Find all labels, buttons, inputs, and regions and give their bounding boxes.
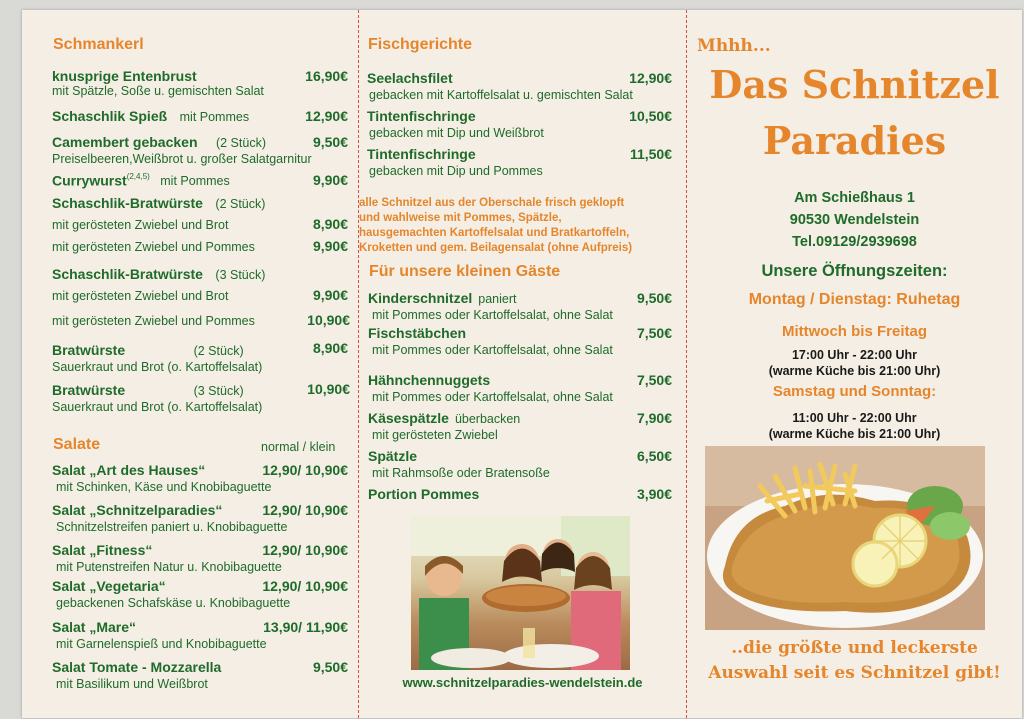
item-price: 7,50€: [636, 325, 672, 341]
item-price: 12,90/ 10,90€: [262, 542, 348, 558]
item-price: 7,50€: [636, 372, 672, 388]
restaurant-title-line2: Paradies: [762, 118, 947, 163]
item-description: mit Pommes oder Kartoffelsalat, ohne Salat: [372, 343, 613, 357]
menu-item-bratwuerste-2: [52, 342, 262, 375]
item-price: 9,50€: [312, 134, 348, 150]
item-note: mit Pommes: [160, 174, 230, 189]
item-price: 12,90€: [305, 108, 348, 124]
family-photo-illustration: [411, 516, 630, 670]
weekend-kitchen-hours: (warme Küche bis 21:00 Uhr): [768, 427, 941, 441]
item-note: (3 Stück): [193, 384, 244, 398]
schnitzel-info-line: alle Schnitzel aus der Oberschale frisch geklopft: [359, 197, 625, 209]
item-description: Sauerkraut und Brot (o. Kartoffelsalat): [52, 400, 263, 414]
item-name: Spätzle: [368, 448, 418, 464]
salat-item: [52, 659, 221, 692]
item-name: Bratwürste: [52, 382, 126, 398]
item-price: 7,90€: [636, 410, 672, 426]
option-label: mit gerösteten Zwiebel und Brot: [52, 218, 229, 232]
menu-column-left: [22, 10, 358, 718]
item-name: Fischstäbchen: [368, 325, 467, 341]
item-name: Camembert gebacken: [52, 134, 198, 150]
item-name: Portion Pommes: [368, 486, 480, 502]
item-name: Salat „Fitness“: [52, 542, 153, 558]
schnitzel-photo-illustration: [705, 446, 985, 630]
item-note: paniert: [478, 292, 517, 306]
item-name: Schaschlik Spieß: [52, 108, 168, 124]
item-description: mit Rahmsoße oder Bratensoße: [372, 466, 550, 480]
schnitzel-info-line: und wahlweise mit Pommes, Spätzle,: [359, 212, 562, 224]
restaurant-title-line1: Das Schnitzel: [709, 62, 1000, 107]
item-description: mit Pommes oder Kartoffelsalat, ohne Salat: [372, 308, 613, 322]
weekday-kitchen-hours: (warme Küche bis 21:00 Uhr): [768, 364, 941, 378]
menu-column-right: [687, 10, 1022, 718]
kinder-item: [368, 410, 520, 443]
menu-item-spiess: [52, 108, 249, 126]
item-note: (2 Stück): [215, 197, 266, 211]
item-price: 12,90/ 10,90€: [262, 462, 348, 478]
item-name: Seelachsfilet: [367, 70, 453, 86]
section-title-fischgerichte: Fischgerichte: [368, 36, 473, 53]
family-photo: [411, 516, 630, 670]
item-description: mit Schinken, Käse und Knobibaguette: [56, 480, 272, 494]
item-price: 16,90€: [305, 68, 348, 84]
option-label: mit gerösteten Zwiebel und Pommes: [52, 314, 255, 328]
item-price: 9,50€: [636, 290, 672, 306]
address-street: Am Schießhaus 1: [794, 190, 915, 206]
salat-item: [52, 462, 271, 495]
item-price: 10,90€: [307, 381, 350, 397]
menu-item-camembert: [52, 134, 312, 167]
item-name: Schaschlik-Bratwürste: [52, 266, 203, 282]
weekday-hours: 17:00 Uhr - 22:00 Uhr: [791, 348, 918, 362]
schnitzel-info-line: hausgemachten Kartoffelsalat und Bratkartoffeln,: [359, 227, 630, 239]
item-description: gebacken mit Dip und Weißbrot: [369, 126, 544, 140]
price-header-label: normal / klein: [261, 440, 336, 454]
menu-item-entenbrust: [52, 68, 264, 99]
item-name: Salat „Vegetaria“: [52, 578, 166, 594]
item-description: mit Garnelenspieß und Knobibaguette: [56, 637, 267, 651]
item-description: Sauerkraut und Brot (o. Kartoffelsalat): [52, 360, 263, 374]
item-description: mit Basilikum und Weißbrot: [56, 677, 208, 691]
item-name: Currywurst: [52, 172, 127, 189]
salat-item: [52, 542, 282, 575]
address-city: 90530 Wendelstein: [789, 212, 920, 228]
item-description: gebacken mit Dip und Pommes: [369, 164, 543, 178]
menu-item-schaschlik-bratwuerste-3: [52, 266, 265, 284]
salate-price-header: [261, 440, 335, 455]
kinder-item: [368, 372, 613, 405]
item-name: Tintenfischringe: [367, 108, 476, 124]
item-name: Tintenfischringe: [367, 146, 476, 162]
weekday-label: Mittwoch bis Freitag: [781, 323, 927, 340]
weekend-hours: 11:00 Uhr - 22:00 Uhr: [792, 411, 917, 425]
item-name: Bratwürste: [52, 342, 126, 358]
tagline-mhhh: Mhhh...: [697, 36, 771, 56]
menu-item-schaschlik-bratwuerste-2: [52, 195, 265, 213]
item-description: gebackenen Schafskäse u. Knobibaguette: [56, 596, 291, 610]
item-price: 12,90/ 10,90€: [262, 502, 348, 518]
slogan-line1: ..die größte und leckerste: [731, 638, 978, 658]
option-price: 9,90€: [312, 238, 348, 254]
item-price: 9,50€: [312, 659, 348, 675]
menu-sheet: [22, 10, 1022, 718]
schnitzel-info-text: [359, 196, 632, 256]
item-note: mit Pommes: [179, 110, 250, 124]
item-price: 10,50€: [629, 108, 672, 124]
opening-hours-title: Unsere Öffnungszeiten:: [761, 262, 948, 280]
item-name: Salat „Mare“: [52, 619, 137, 635]
salat-item: [52, 619, 267, 652]
fisch-item: [367, 108, 544, 141]
item-price: 13,90/ 11,90€: [263, 619, 348, 635]
menu-option: [52, 289, 228, 304]
allergen-codes: (2,4,5): [126, 172, 150, 181]
item-price: 6,50€: [636, 448, 672, 464]
section-title-schmankerl: Schmankerl: [53, 36, 144, 53]
closed-days: Montag / Dienstag: Ruhetag: [748, 291, 961, 308]
item-description: mit Spätzle, Soße u. gemischten Salat: [52, 84, 264, 98]
item-note: (2 Stück): [193, 344, 244, 358]
item-price: 9,90€: [312, 172, 348, 188]
section-title-kinder: Für unsere kleinen Gäste: [369, 263, 561, 280]
section-title-salate: Salate: [53, 436, 101, 453]
schnitzel-photo: [705, 446, 985, 630]
kinder-item: [368, 290, 613, 323]
kinder-item: [368, 486, 479, 504]
item-description: mit Pommes oder Kartoffelsalat, ohne Salat: [372, 390, 613, 404]
option-label: mit gerösteten Zwiebel und Brot: [52, 289, 229, 303]
item-description: gebacken mit Kartoffelsalat u. gemischten Salat: [369, 88, 633, 102]
item-name: Käsespätzle: [368, 410, 449, 426]
salat-item: [52, 502, 287, 535]
item-name: Salat Tomate - Mozzarella: [52, 659, 222, 675]
menu-option: [52, 218, 228, 233]
option-label: mit gerösteten Zwiebel und Pommes: [52, 240, 255, 254]
item-description: Preiselbeeren,Weißbrot u. großer Salatgarnitur: [52, 152, 312, 166]
item-description: mit Putenstreifen Natur u. Knobibaguette: [56, 560, 282, 574]
item-note: (2 Stück): [215, 136, 266, 150]
item-description: mit gerösteten Zwiebel: [372, 428, 498, 442]
menu-column-middle: [359, 10, 686, 718]
slogan-line2: Auswahl seit es Schnitzel gibt!: [708, 663, 1001, 683]
item-price: 11,50€: [629, 146, 672, 162]
item-name: Salat „Schnitzelparadies“: [52, 502, 223, 518]
item-price: 8,90€: [312, 340, 348, 356]
menu-item-bratwuerste-3: [52, 382, 262, 415]
kinder-item: [368, 448, 550, 481]
item-name: Salat „Art des Hauses“: [52, 462, 206, 478]
item-description: Schnitzelstreifen paniert u. Knobibaguette: [56, 520, 288, 534]
item-note: (3 Stück): [215, 268, 266, 282]
fisch-item: [367, 146, 543, 179]
item-name: Kinderschnitzel: [368, 290, 473, 306]
weekend-label: Samstag und Sonntag:: [772, 383, 937, 400]
option-price: 8,90€: [312, 216, 348, 232]
menu-option: [52, 314, 255, 329]
website-url: www.schnitzelparadies-wendelstein.de: [402, 675, 643, 690]
option-price: 9,90€: [312, 287, 348, 303]
item-name: knusprige Entenbrust: [52, 68, 197, 84]
item-note: überbacken: [454, 412, 521, 426]
menu-option: [52, 240, 255, 255]
menu-item-currywurst: [52, 172, 230, 190]
salat-item: [52, 578, 290, 611]
item-name: Schaschlik-Bratwürste: [52, 195, 203, 211]
phone-number: Tel.09129/2939698: [792, 234, 917, 250]
schnitzel-info-line: Kroketten und gem. Beilagensalat (ohne Aufpreis): [359, 242, 633, 254]
item-price: 12,90€: [629, 70, 672, 86]
item-name: Hähnchennuggets: [368, 372, 491, 388]
option-price: 10,90€: [307, 312, 350, 328]
fisch-item: [367, 70, 633, 103]
kinder-item: [368, 325, 613, 358]
item-price: 12,90/ 10,90€: [262, 578, 348, 594]
item-price: 3,90€: [636, 486, 672, 502]
